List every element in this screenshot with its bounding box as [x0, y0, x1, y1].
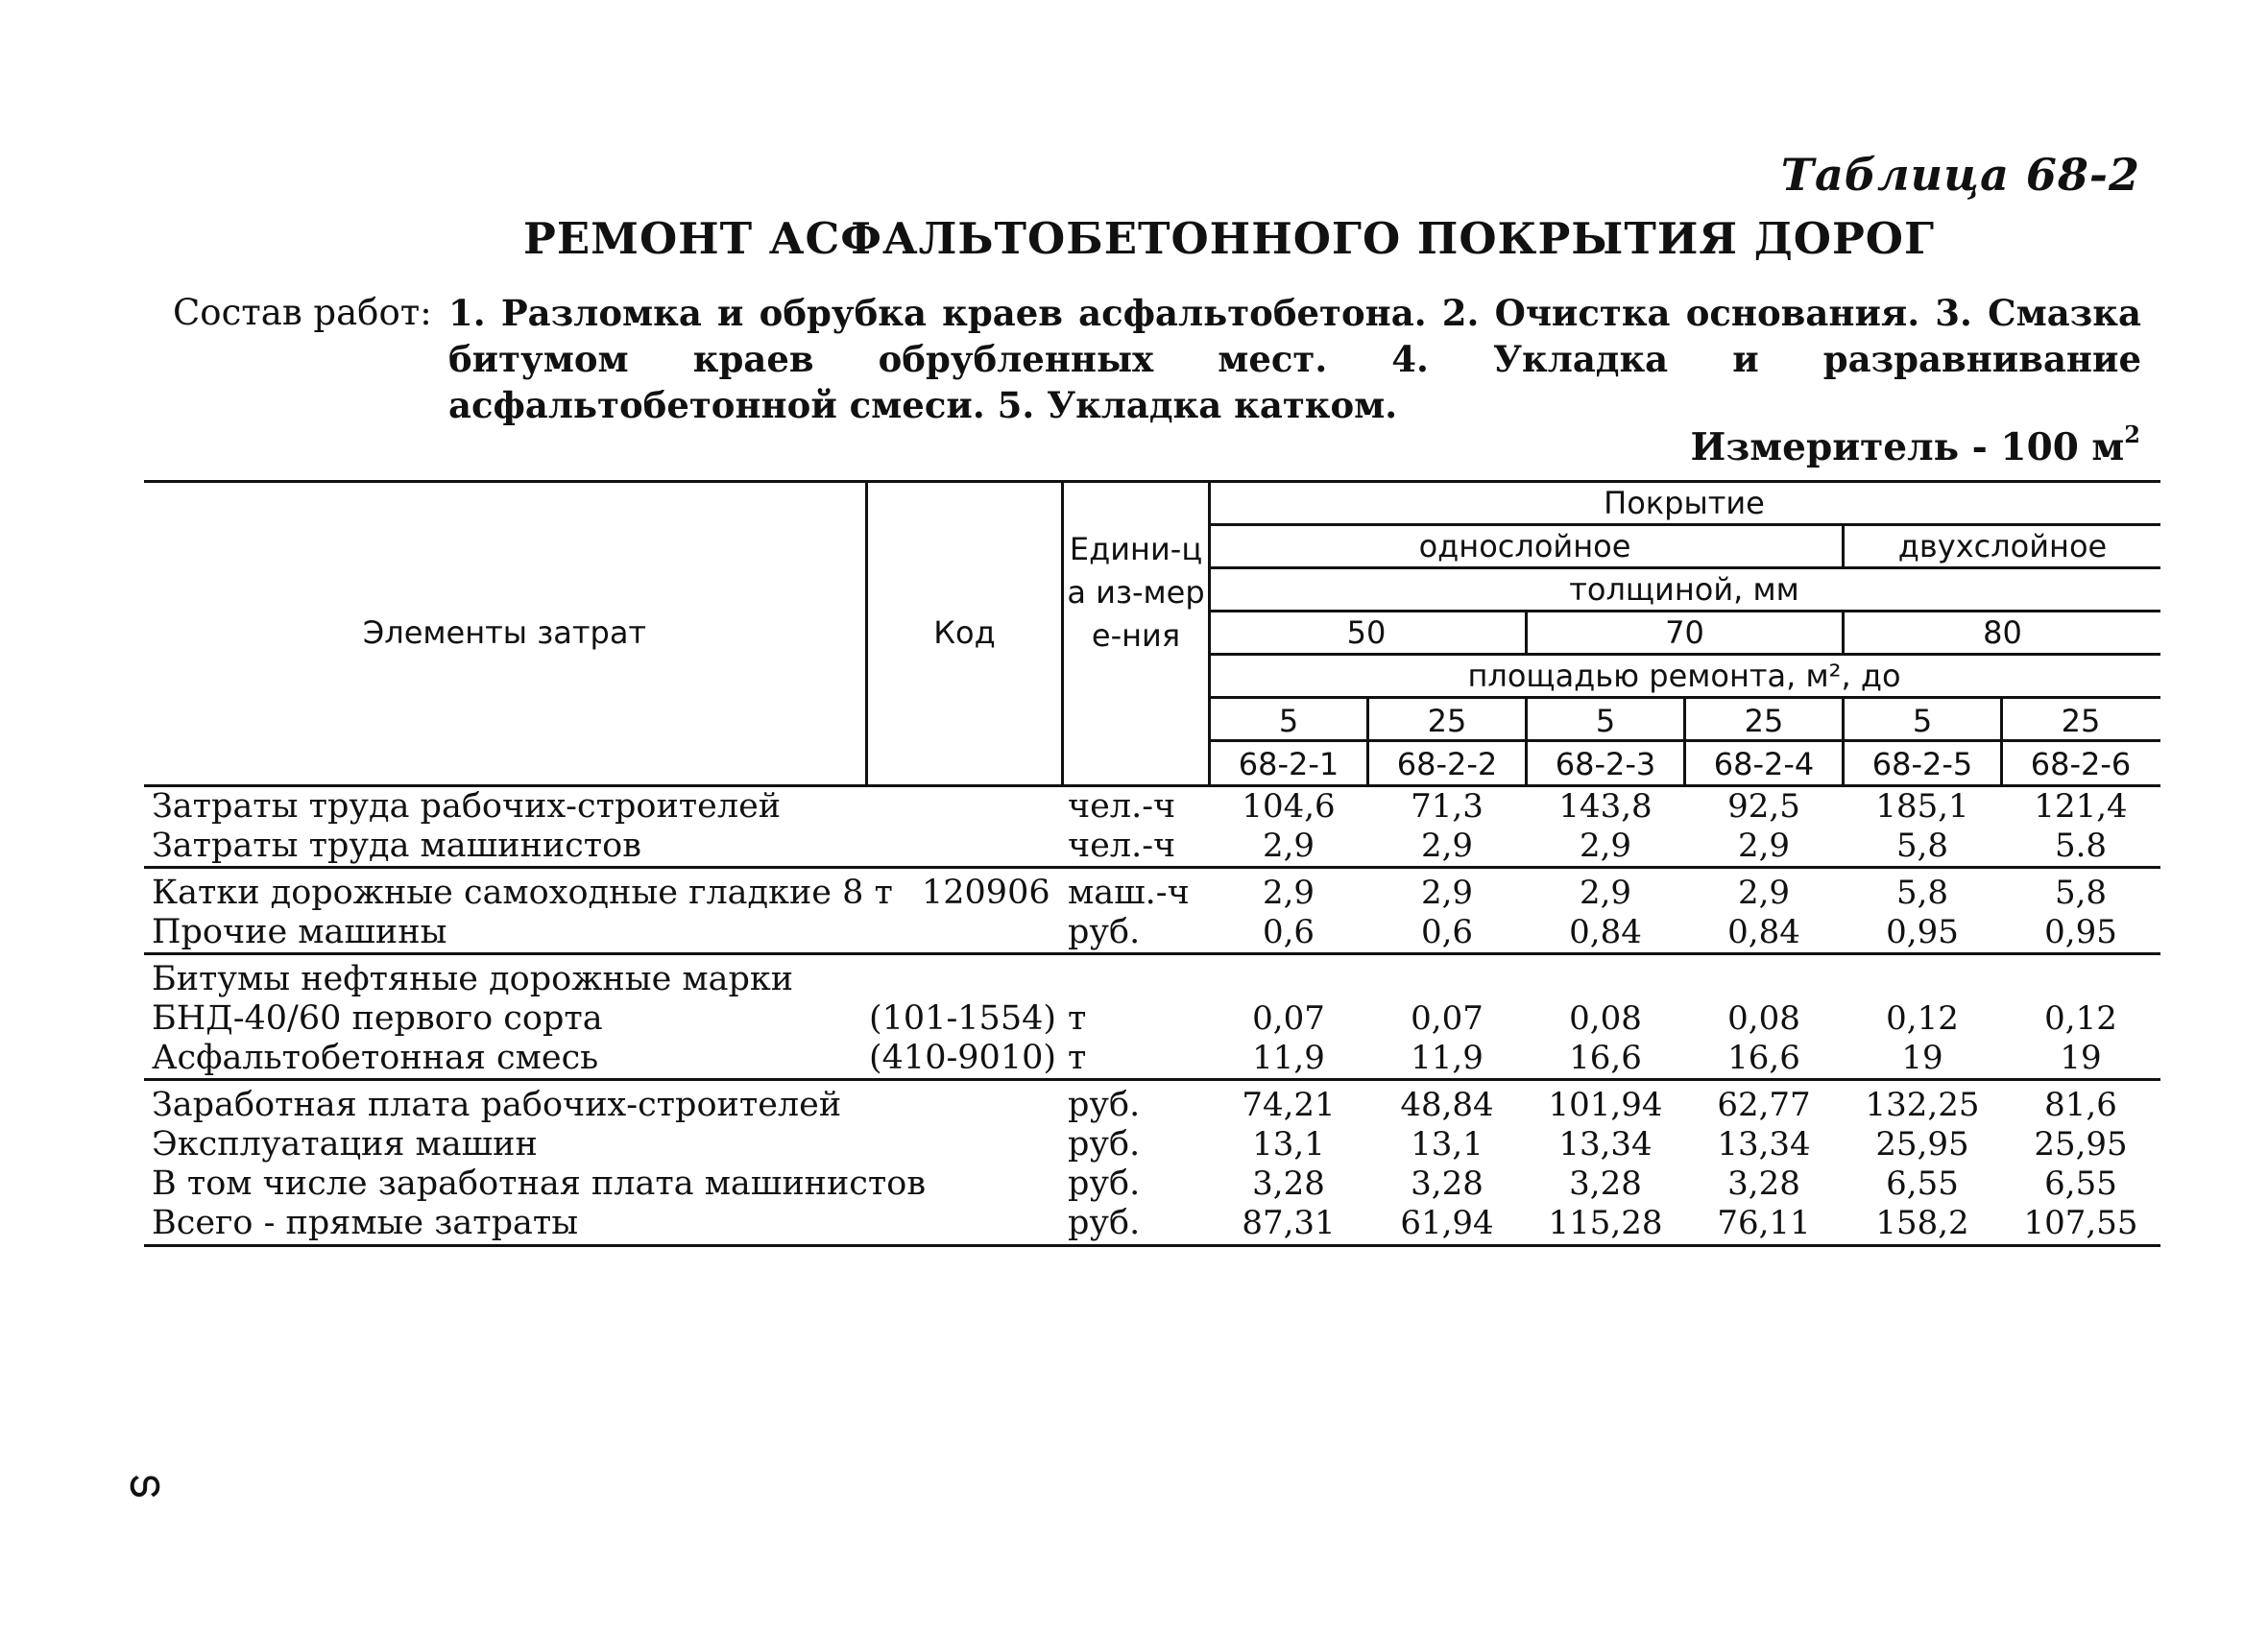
row-value: 19 — [1901, 1039, 1943, 1077]
header-norm-code: 68-2-2 — [1396, 746, 1498, 782]
row-value: 0,08 — [1569, 999, 1642, 1038]
header-area-value: 5 — [1912, 703, 1933, 739]
row-unit: руб. — [1068, 1086, 1141, 1124]
rule-h-coating — [1208, 523, 2160, 526]
row-value: 0,12 — [1886, 999, 1959, 1038]
row-value: 0,08 — [1727, 999, 1800, 1038]
row-name: Битумы нефтяные дорожные марки — [152, 960, 794, 998]
table-number-label: Таблица 68-2 — [1780, 149, 2140, 201]
row-name: Асфальтобетонная смесь — [152, 1039, 599, 1077]
table-top-rule — [144, 480, 2160, 483]
row-value: 48,84 — [1400, 1086, 1494, 1124]
table-bottom-rule — [144, 1244, 2160, 1247]
row-value: 0,07 — [1252, 999, 1325, 1038]
group-separator-rule — [144, 952, 2160, 955]
row-value: 87,31 — [1242, 1204, 1336, 1242]
row-value: 16,6 — [1569, 1039, 1642, 1077]
work-composition — [173, 290, 2141, 428]
row-value: 13,34 — [1717, 1125, 1811, 1164]
composition-label: Состав работ: — [173, 292, 432, 333]
row-value: 101,94 — [1548, 1086, 1663, 1124]
row-value: 5,8 — [1895, 827, 1949, 865]
row-value: 0,84 — [1727, 913, 1800, 951]
header-coating: Покрытие — [1604, 485, 1765, 521]
row-unit: руб. — [1068, 1164, 1141, 1203]
row-value: 19 — [2060, 1039, 2102, 1077]
row-value: 2,9 — [1262, 874, 1315, 912]
row-value: 0,6 — [1262, 913, 1315, 951]
row-name: Затраты труда рабочих-строителей — [152, 787, 782, 826]
row-name: Всего - прямые затраты — [152, 1204, 579, 1242]
row-unit: чел.-ч — [1068, 827, 1176, 865]
document-title: РЕМОНТ АСФАЛЬТОБЕТОННОГО ПОКРЫТИЯ ДОРОГ — [523, 213, 1936, 264]
row-value: 13,1 — [1252, 1125, 1325, 1164]
row-name: Затраты труда машинистов — [152, 827, 641, 865]
row-unit: маш.-ч — [1068, 874, 1190, 912]
row-value: 2,9 — [1579, 874, 1632, 912]
row-value: 3,28 — [1411, 1164, 1484, 1203]
row-value: 13,1 — [1411, 1125, 1484, 1164]
row-value: 5.8 — [2054, 827, 2108, 865]
row-value: 11,9 — [1252, 1039, 1325, 1077]
row-value: 16,6 — [1727, 1039, 1800, 1077]
header-code: Код — [933, 614, 996, 651]
row-value: 76,11 — [1717, 1204, 1811, 1242]
group-separator-rule — [144, 1078, 2160, 1081]
row-unit: руб. — [1068, 1125, 1141, 1164]
row-value: 62,77 — [1717, 1086, 1811, 1124]
row-value: 13,34 — [1558, 1125, 1653, 1164]
rule-h-thickvals — [1208, 653, 2160, 656]
row-value: 3,28 — [1569, 1164, 1642, 1203]
row-value: 2,9 — [1262, 827, 1315, 865]
header-area-value: 25 — [2061, 703, 2101, 739]
row-value: 132,25 — [1865, 1086, 1980, 1124]
row-value: 92,5 — [1727, 787, 1800, 826]
row-unit: т — [1068, 999, 1087, 1038]
measure-text: Измеритель - 100 м — [1690, 425, 2125, 469]
header-norm-code: 68-2-4 — [1713, 746, 1815, 782]
row-value: 2,9 — [1737, 874, 1791, 912]
group-separator-rule — [144, 866, 2160, 869]
header-area: площадью ремонта, м², до — [1467, 658, 1901, 694]
row-value: 2,9 — [1579, 827, 1632, 865]
row-value: 71,3 — [1411, 787, 1484, 826]
header-norm-code: 68-2-1 — [1238, 746, 1339, 782]
header-area-value: 25 — [1427, 703, 1467, 739]
row-value: 25,95 — [1875, 1125, 1969, 1164]
row-value: 3,28 — [1727, 1164, 1800, 1203]
row-name: БНД-40/60 первого сорта — [152, 999, 603, 1038]
cost-table — [144, 480, 2160, 1248]
header-thick-80: 80 — [1983, 614, 2022, 651]
row-name: Прочие машины — [152, 913, 447, 951]
row-value: 2,9 — [1737, 827, 1791, 865]
row-value: 0,6 — [1420, 913, 1474, 951]
row-value: 0,95 — [2044, 913, 2117, 951]
row-unit: чел.-ч — [1068, 787, 1176, 826]
row-value: 3,28 — [1252, 1164, 1325, 1203]
row-value: 0,12 — [2044, 999, 2117, 1038]
row-name: Заработная плата рабочих-строителей — [152, 1086, 842, 1124]
header-thick-70: 70 — [1665, 614, 1704, 651]
header-thickness: толщиной, мм — [1569, 571, 1799, 608]
row-value: 0,07 — [1411, 999, 1484, 1038]
row-code: (101-1554) — [869, 999, 1057, 1038]
row-value: 185,1 — [1875, 787, 1969, 826]
header-single-layer: однослойное — [1418, 528, 1631, 564]
row-value: 115,28 — [1548, 1204, 1663, 1242]
row-value: 143,8 — [1558, 787, 1653, 826]
row-value: 107,55 — [2023, 1204, 2138, 1242]
row-value: 2,9 — [1420, 874, 1474, 912]
header-norm-code: 68-2-6 — [2030, 746, 2132, 782]
row-value: 81,6 — [2044, 1086, 2117, 1124]
row-value: 158,2 — [1875, 1204, 1969, 1242]
rule-h-layers — [1208, 566, 2160, 569]
row-value: 11,9 — [1411, 1039, 1484, 1077]
row-name: В том числе заработная плата машинистов — [152, 1164, 927, 1203]
measure-superscript: 2 — [2124, 420, 2140, 448]
row-value: 5,8 — [1895, 874, 1949, 912]
header-unit: Едини-ца из-мере-ния — [1067, 531, 1205, 654]
row-value: 61,94 — [1400, 1204, 1494, 1242]
page-mark: ഗ — [128, 1464, 159, 1504]
row-unit: руб. — [1068, 1204, 1141, 1242]
row-unit: т — [1068, 1039, 1087, 1077]
header-norm-code: 68-2-5 — [1871, 746, 1973, 782]
measure-unit — [1691, 420, 2140, 469]
row-name: Эксплуатация машин — [152, 1125, 538, 1164]
row-value: 74,21 — [1242, 1086, 1336, 1124]
row-unit: руб. — [1068, 913, 1141, 951]
header-elements: Элементы затрат — [362, 614, 647, 651]
header-norm-code: 68-2-3 — [1555, 746, 1656, 782]
row-value: 0,84 — [1569, 913, 1642, 951]
rule-h-thickness — [1208, 610, 2160, 612]
header-double-layer: двухслойное — [1897, 528, 2108, 564]
row-name: Катки дорожные самоходные гладкие 8 т — [152, 874, 893, 912]
header-area-value: 25 — [1744, 703, 1784, 739]
header-area-value: 5 — [1595, 703, 1616, 739]
row-code: (410-9010) — [869, 1039, 1057, 1077]
row-value: 121,4 — [2034, 787, 2128, 826]
composition-text: 1. Разломка и обрубка краев асфальтобетона. 2. Очистка основания. 3. Смазка битумом краев обрубленных мест. 4. Укладка и разравнивание асфальтобетонной смеси. 5. Укладка катком. — [448, 292, 2141, 426]
row-value: 6,55 — [2044, 1164, 2117, 1203]
row-value: 104,6 — [1242, 787, 1336, 826]
row-value: 5,8 — [2054, 874, 2108, 912]
row-code: 120906 — [922, 874, 1050, 912]
row-value: 2,9 — [1420, 827, 1474, 865]
header-thick-50: 50 — [1346, 614, 1387, 651]
header-area-value: 5 — [1278, 703, 1299, 739]
row-value: 25,95 — [2034, 1125, 2128, 1164]
row-value: 6,55 — [1886, 1164, 1959, 1203]
row-value: 0,95 — [1886, 913, 1959, 951]
